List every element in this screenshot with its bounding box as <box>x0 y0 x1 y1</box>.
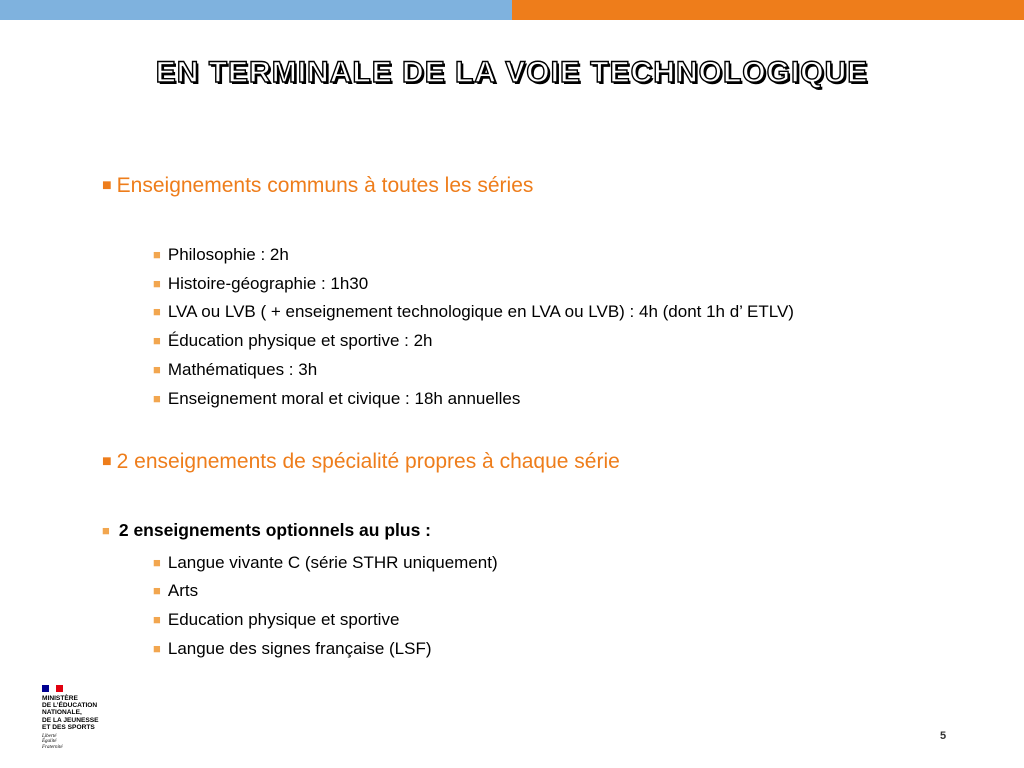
ministry-name <box>42 695 132 731</box>
bullet-icon: ■ <box>153 333 161 348</box>
list-item-text: Enseignement moral et civique : 18h annuelles <box>167 389 521 408</box>
bullet-icon: ■ <box>153 612 161 627</box>
bullet-icon: ■ <box>153 304 161 319</box>
list-item <box>153 581 198 601</box>
list-item-text: Philosophie : 2h <box>167 245 289 264</box>
motto-line: Égalité <box>42 739 57 745</box>
list-item-text: Langue des signes française (LSF) <box>167 639 432 658</box>
list-item <box>153 553 498 573</box>
list-item <box>153 610 399 630</box>
bullet-icon: ■ <box>102 523 110 538</box>
section-heading-specialty <box>102 450 620 474</box>
ministry-line: DE LA JEUNESSE <box>42 716 99 724</box>
page-number: 5 <box>940 730 947 742</box>
bullet-icon: ■ <box>153 583 161 598</box>
list-item <box>153 302 794 322</box>
flag-blue <box>42 685 49 692</box>
ministry-logo <box>42 685 132 750</box>
republic-motto <box>42 734 132 750</box>
list-item <box>153 331 432 351</box>
motto-line: Liberté <box>42 734 57 740</box>
list-item-text: Langue vivante C (série STHR uniquement) <box>167 553 498 572</box>
list-item <box>153 245 289 265</box>
list-item-text: LVA ou LVB ( + enseignement technologique en LVA ou LVB) : 4h (dont 1h d’ ETLV) <box>167 302 794 321</box>
bullet-icon: ■ <box>153 362 161 377</box>
bullet-icon: ■ <box>153 276 161 291</box>
list-item-text: Arts <box>167 581 199 600</box>
section-heading-text: 2 enseignements de spécialité propres à chaque série <box>116 450 620 473</box>
section-heading-common <box>102 174 533 198</box>
flag-red <box>56 685 63 692</box>
list-item-text: Education physique et sportive <box>167 610 400 629</box>
section-heading-text: 2 enseignements optionnels au plus : <box>118 520 431 540</box>
motto-line: Fraternité <box>42 744 63 750</box>
list-item-text: Éducation physique et sportive : 2h <box>167 331 433 350</box>
list-item <box>153 639 432 659</box>
section-heading-text: Enseignements communs à toutes les séries <box>116 174 534 197</box>
list-item-text: Histoire-géographie : 1h30 <box>167 274 369 293</box>
list-item <box>153 360 317 380</box>
flag-white <box>49 685 56 692</box>
slide-title: EN TERMINALE DE LA VOIE TECHNOLOGIQUE <box>155 56 869 89</box>
section-heading-optional <box>102 520 431 541</box>
list-item <box>153 274 368 294</box>
bullet-icon: ■ <box>153 641 161 656</box>
ministry-line: NATIONALE, <box>42 709 82 717</box>
ministry-line: MINISTÈRE <box>42 695 78 702</box>
list-item-text: Mathématiques : 3h <box>167 360 318 379</box>
bullet-icon: ■ <box>102 453 112 470</box>
list-item <box>153 389 520 409</box>
ministry-line: DE L’ÉDUCATION <box>42 702 98 710</box>
bullet-icon: ■ <box>153 555 161 570</box>
bullet-icon: ■ <box>153 247 161 262</box>
bullet-icon: ■ <box>102 177 112 194</box>
bullet-icon: ■ <box>153 391 161 406</box>
french-flag-icon <box>42 685 63 692</box>
ministry-line: ET DES SPORTS <box>42 723 95 731</box>
